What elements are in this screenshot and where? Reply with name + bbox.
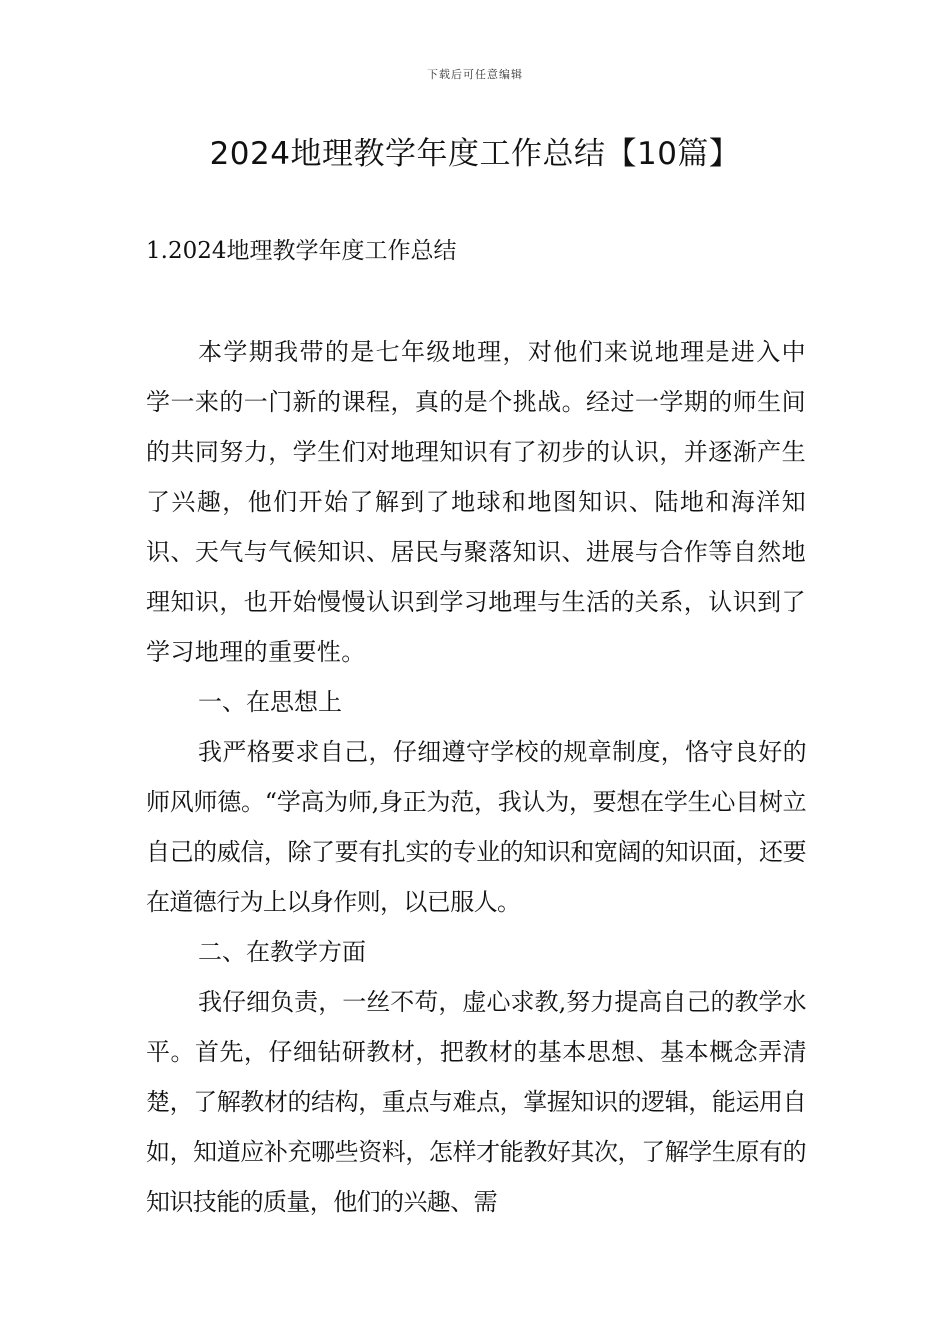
- header-note: 下载后可任意编辑: [427, 68, 523, 81]
- body-paragraph: 本学期我带的是七年级地理，对他们来说地理是进入中学一来的一门新的课程，真的是个挑战。经过一学期的师生间的共同努力，学生们对地理知识有了初步的认识，并逐渐产生了兴趣，他们开始了解到了地球和地图知识、陆地和海洋知识、天气与气候知识、居民与聚落知识、进展与合作等自然地理知识，也开始慢慢认识到学习地理与生活的关系，认识到了学习地理的重要性。: [146, 338, 806, 666]
- document-body: [146, 327, 806, 1227]
- sub-heading: 一、在思想上: [198, 688, 342, 716]
- sub-heading: 二、在教学方面: [198, 938, 366, 966]
- document-title: 2024地理教学年度工作总结【10篇】: [209, 136, 741, 172]
- body-paragraph: 我仔细负责，一丝不苟，虚心求教,努力提高自己的教学水平。首先，仔细钻研教材，把教材的基本思想、基本概念弄清楚，了解教材的结构，重点与难点，掌握知识的逻辑，能运用自如，知道应补充哪些资料，怎样才能教好其次，了解学生原有的知识技能的质量，他们的兴趣、需: [146, 988, 806, 1216]
- body-paragraph: 我严格要求自己，仔细遵守学校的规章制度，恪守良好的师风师德。“学高为师,身正为范，我认为，要想在学生心目树立自己的威信，除了要有扎实的专业的知识和宽阔的知识面，还要在道德行为上以身作则，以已服人。: [146, 738, 806, 916]
- section-heading: 1.2024地理教学年度工作总结: [146, 238, 457, 264]
